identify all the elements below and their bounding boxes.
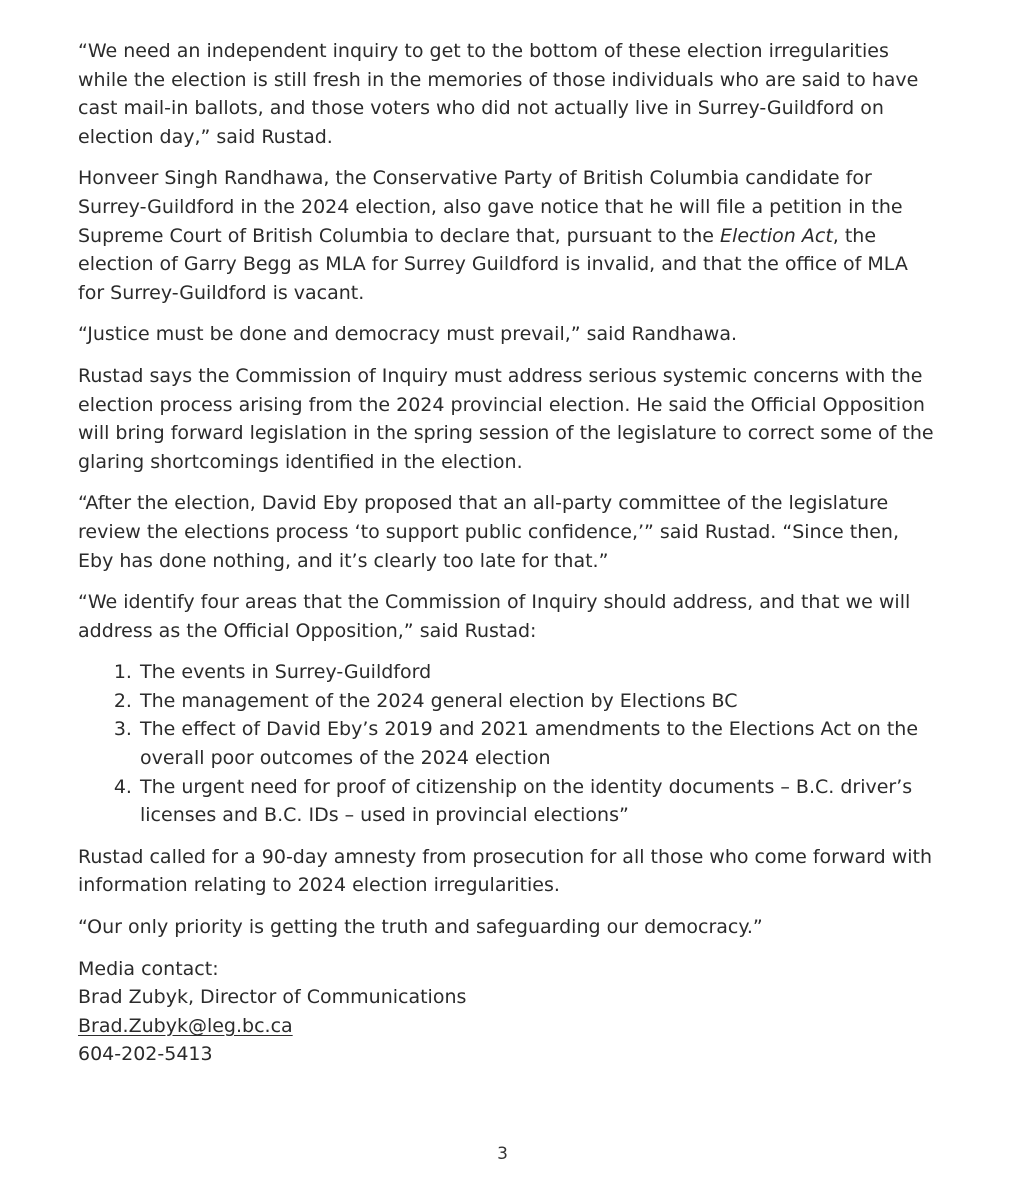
list-item: 1. The events in Surrey-Guildford [138, 658, 938, 687]
contact-phone: 604-202-5413 [78, 1043, 213, 1066]
document-body [78, 37, 938, 1069]
paragraph-amnesty: Rustad called for a 90-day amnesty from prosecution for all those who come forward with information relating to 2024 election irregularities. [78, 845, 933, 897]
paragraph-four-areas: “We identify four areas that the Commission of Inquiry should address, and that we will address as the Official Opposition,” said Rustad: [78, 591, 911, 642]
contact-name: Brad Zubyk, Director of Communications [78, 986, 467, 1009]
page-number: 3 [497, 1144, 508, 1164]
list-item: 4. The urgent need for proof of citizenship on the identity documents – B.C. driver’s licenses and B.C. IDs – used in provincial elections” [138, 773, 938, 830]
areas-list [78, 658, 938, 830]
media-contact [78, 955, 938, 1069]
paragraph-priority-quote: “Our only priority is getting the truth and safeguarding our democracy.” [78, 916, 763, 939]
list-item: 2. The management of the 2024 general election by Elections BC [138, 687, 938, 716]
contact-heading: Media contact: [78, 957, 219, 980]
paragraph-systemic-concerns: Rustad says the Commission of Inquiry must address serious systemic concerns with the election process arising from the 2024 provincial election. He said the Official Opposition will bring forward legislation in the spring session of the legislature to correct some of the glaring shortcomings identified in the election. [78, 364, 934, 473]
paragraph-eby-committee: “After the election, David Eby proposed that an all-party committee of the legislature review the elections process ‘to support public confidence,’” said Rustad. “Since then, Eby has done nothing, and it’s clearly too late for that.” [78, 492, 900, 572]
paragraph-text: Honveer Singh Randhawa, the Conservative Party of British Columbia candidate for Surrey-Guildford in the 2024 election, also gave notice that he will file a petition in the Supreme Court of British Columbia to declare that, pursuant to the [78, 167, 903, 247]
act-title: Election Act [720, 224, 833, 247]
paragraph-randhawa-quote: “Justice must be done and democracy must prevail,” said Randhawa. [78, 323, 737, 346]
paragraph-randhawa-petition [78, 164, 938, 307]
list-item: 3. The effect of David Eby’s 2019 and 2021 amendments to the Elections Act on the overall poor outcomes of the 2024 election [138, 715, 938, 772]
paragraph-inquiry-quote: “We need an independent inquiry to get to the bottom of these election irregularities while the election is still fresh in the memories of those individuals who are said to have cast mail-in ballots, and those voters who did not actually live in Surrey-Guildford on election day,” said Rustad. [78, 40, 919, 148]
contact-email-link[interactable]: Brad.Zubyk@leg.bc.ca [78, 1014, 293, 1037]
paragraph-text: , the election of Garry Begg as MLA for Surrey Guildford is invalid, and that the office of MLA for Surrey-Guildford is vacant. [78, 224, 908, 304]
